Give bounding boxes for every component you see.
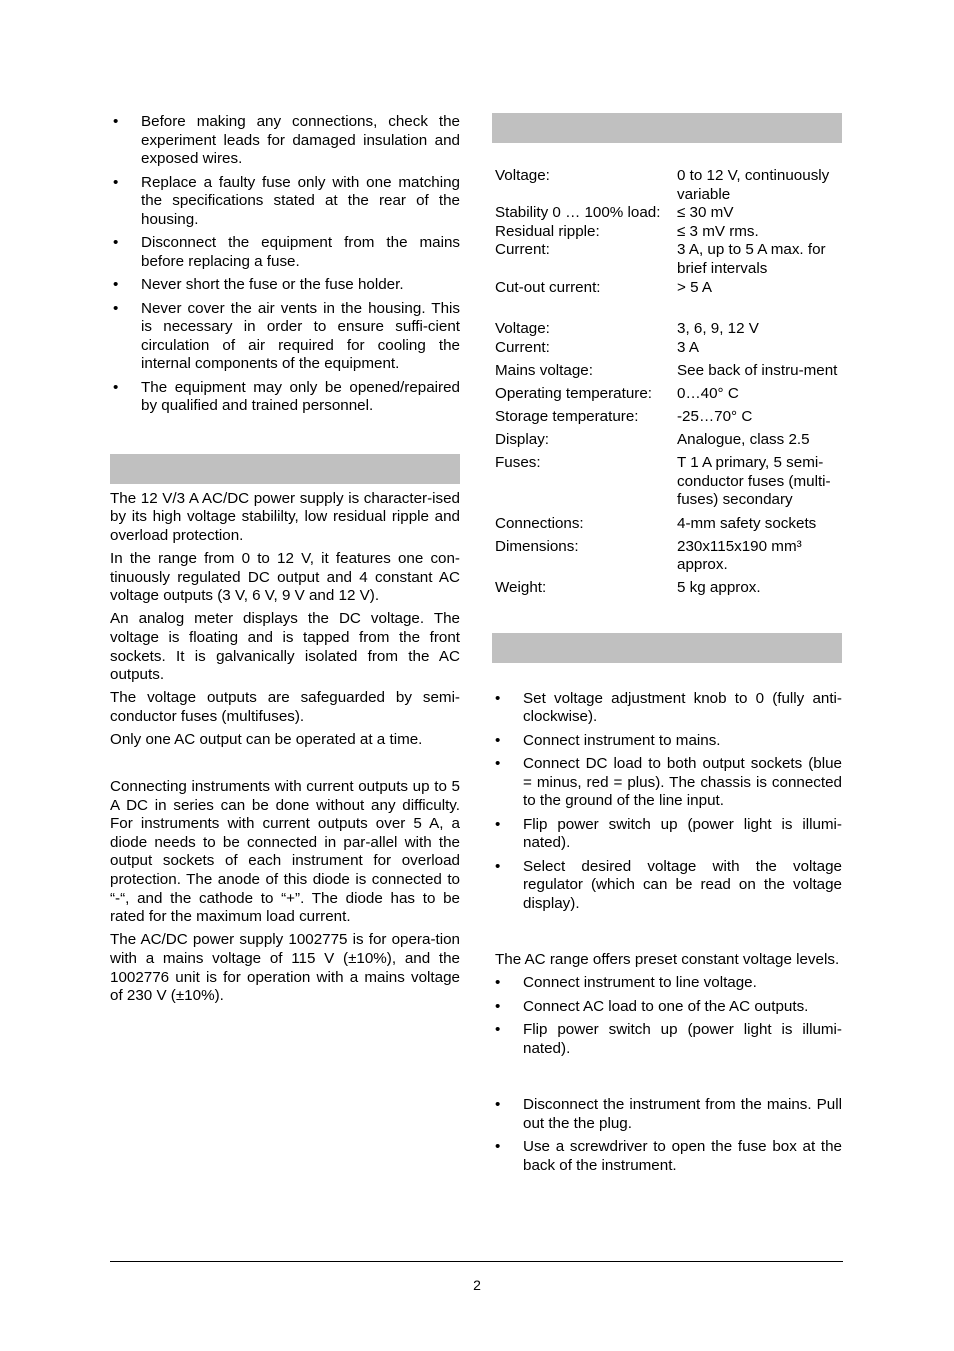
- spec-label: Mains voltage:: [495, 361, 593, 379]
- list-item: • Disconnect the equipment from the mains before replacing a fuse.: [110, 234, 460, 271]
- spec-value: 230x115x190 mm³ approx.: [677, 537, 802, 574]
- spec-value: 3 A, up to 5 A max. for brief intervals: [677, 241, 826, 277]
- description-paragraph: An analog meter displays the DC voltage. The voltage is floating and is tapped from the front sockets. It is galvanically isolated from the AC outputs.: [110, 610, 460, 684]
- spec-label: Stability 0 … 100% load:: [495, 204, 661, 222]
- ac-operation-list: [492, 974, 842, 1058]
- list-item: • Before making any connections, check the experiment leads for damaged insulation and exposed wires.: [110, 113, 460, 169]
- spec-label: Connections:: [495, 514, 584, 532]
- spec-label: Residual ripple:: [495, 222, 600, 240]
- spec-value: ≤ 3 mV rms.: [677, 222, 759, 240]
- list-item: • Connect instrument to mains.: [492, 732, 842, 751]
- list-item: • Connect AC load to one of the AC outputs.: [492, 998, 842, 1017]
- spec-value: 0 to 12 V, continuously variable: [677, 167, 830, 203]
- list-item: • The equipment may only be opened/repaired by qualified and trained personnel.: [110, 379, 460, 416]
- list-item: • Flip power switch up (power light is illumi-nated).: [492, 816, 842, 853]
- dc-operation-list: [492, 690, 842, 914]
- spec-label: Cut-out current:: [495, 278, 601, 296]
- description-paragraph: The voltage outputs are safeguarded by semi-conductor fuses (multifuses).: [110, 689, 460, 725]
- spec-value: > 5 A: [677, 278, 713, 296]
- left-column: [110, 113, 460, 1010]
- spec-value: T 1 A primary, 5 semi-conductor fuses (multi-fuses) secondary: [677, 454, 831, 509]
- list-item: • Never cover the air vents in the housing. This is necessary in order to ensure suffi-cient circulation of air required for cooling the internal components of the equipment.: [110, 300, 460, 374]
- spec-label: Voltage:: [495, 320, 550, 338]
- section-heading-bar: [492, 633, 842, 663]
- spec-value: ≤ 30 mV: [677, 204, 734, 222]
- list-item: • Set voltage adjustment knob to 0 (fully anti-clockwise).: [492, 690, 842, 727]
- list-item: • Replace a faulty fuse only with one matching the specifications stated at the rear of the housing.: [110, 174, 460, 230]
- spec-label: Weight:: [495, 579, 547, 597]
- spec-label: Fuses:: [495, 454, 541, 472]
- spec-label: Storage temperature:: [495, 408, 639, 426]
- spec-value: 5 kg approx.: [677, 579, 761, 597]
- list-item: • Never short the fuse or the fuse holder.: [110, 276, 460, 295]
- spec-value: 0…40° C: [677, 384, 739, 402]
- spec-label: Operating temperature:: [495, 384, 653, 402]
- spec-label: Current:: [495, 338, 550, 356]
- spec-label: Dimensions:: [495, 537, 579, 555]
- list-item: • Connect DC load to both output sockets (blue = minus, red = plus). The chassis is connected to the ground of the line input.: [492, 755, 842, 811]
- list-item: • Connect instrument to line voltage.: [492, 974, 842, 993]
- section-heading-bar: [492, 113, 842, 143]
- description-paragraph: Only one AC output can be operated at a time.: [110, 731, 423, 749]
- section-heading-bar: [110, 454, 460, 484]
- right-column: [492, 113, 842, 1180]
- spec-label: Voltage:: [495, 167, 550, 184]
- page-number: 2: [473, 1277, 481, 1293]
- footer-divider: [110, 1261, 843, 1262]
- spec-value: Analogue, class 2.5: [677, 431, 810, 449]
- series-paragraph: The AC/DC power supply 1002775 is for opera-tion with a mains voltage of 115 V (±10%), and the 1002776 unit is for operation with a mains voltage of 230 V (±10%).: [110, 931, 460, 1005]
- ac-specs-table: [492, 320, 842, 598]
- description-paragraph: In the range from 0 to 12 V, it features one con-tinuously regulated DC output and 4 constant AC voltage outputs (3 V, 6 V, 9 V and 12 V).: [110, 550, 460, 605]
- spec-label: Display:: [495, 431, 550, 449]
- safety-list: [110, 113, 460, 416]
- dc-specs-table: [492, 167, 842, 297]
- spec-label: Current:: [495, 241, 550, 259]
- ac-intro: The AC range offers preset constant voltage levels.: [495, 951, 840, 969]
- list-item: • Disconnect the instrument from the mains. Pull out the the plug.: [492, 1096, 842, 1133]
- fuse-replacement-list: [492, 1096, 842, 1175]
- series-paragraph: Connecting instruments with current outputs up to 5 A DC in series can be done without any difficulty. For instruments with current outputs over 5 A, a diode needs to be connected in par-allel with the output sockets of each instrument for overload protection. The anode of this diode is connected to “-“, and the cathode to “+”. The diode has to be rated for the maximum load current.: [110, 778, 460, 926]
- list-item: • Use a screwdriver to open the fuse box at the back of the instrument.: [492, 1138, 842, 1175]
- spec-value: See back of instru-ment: [677, 361, 838, 379]
- spec-value: -25…70° C: [677, 408, 753, 426]
- spec-value: 4-mm safety sockets: [677, 514, 817, 532]
- list-item: • Select desired voltage with the voltage regulator (which can be read on the voltage display).: [492, 858, 842, 914]
- spec-value: 3, 6, 9, 12 V: [677, 320, 759, 338]
- list-item: • Flip power switch up (power light is illumi-nated).: [492, 1021, 842, 1058]
- description-paragraph: The 12 V/3 A AC/DC power supply is character-ised by its high voltage stabililty, low residual ripple and overload protection.: [110, 489, 460, 545]
- spec-value: 3 A: [677, 338, 699, 356]
